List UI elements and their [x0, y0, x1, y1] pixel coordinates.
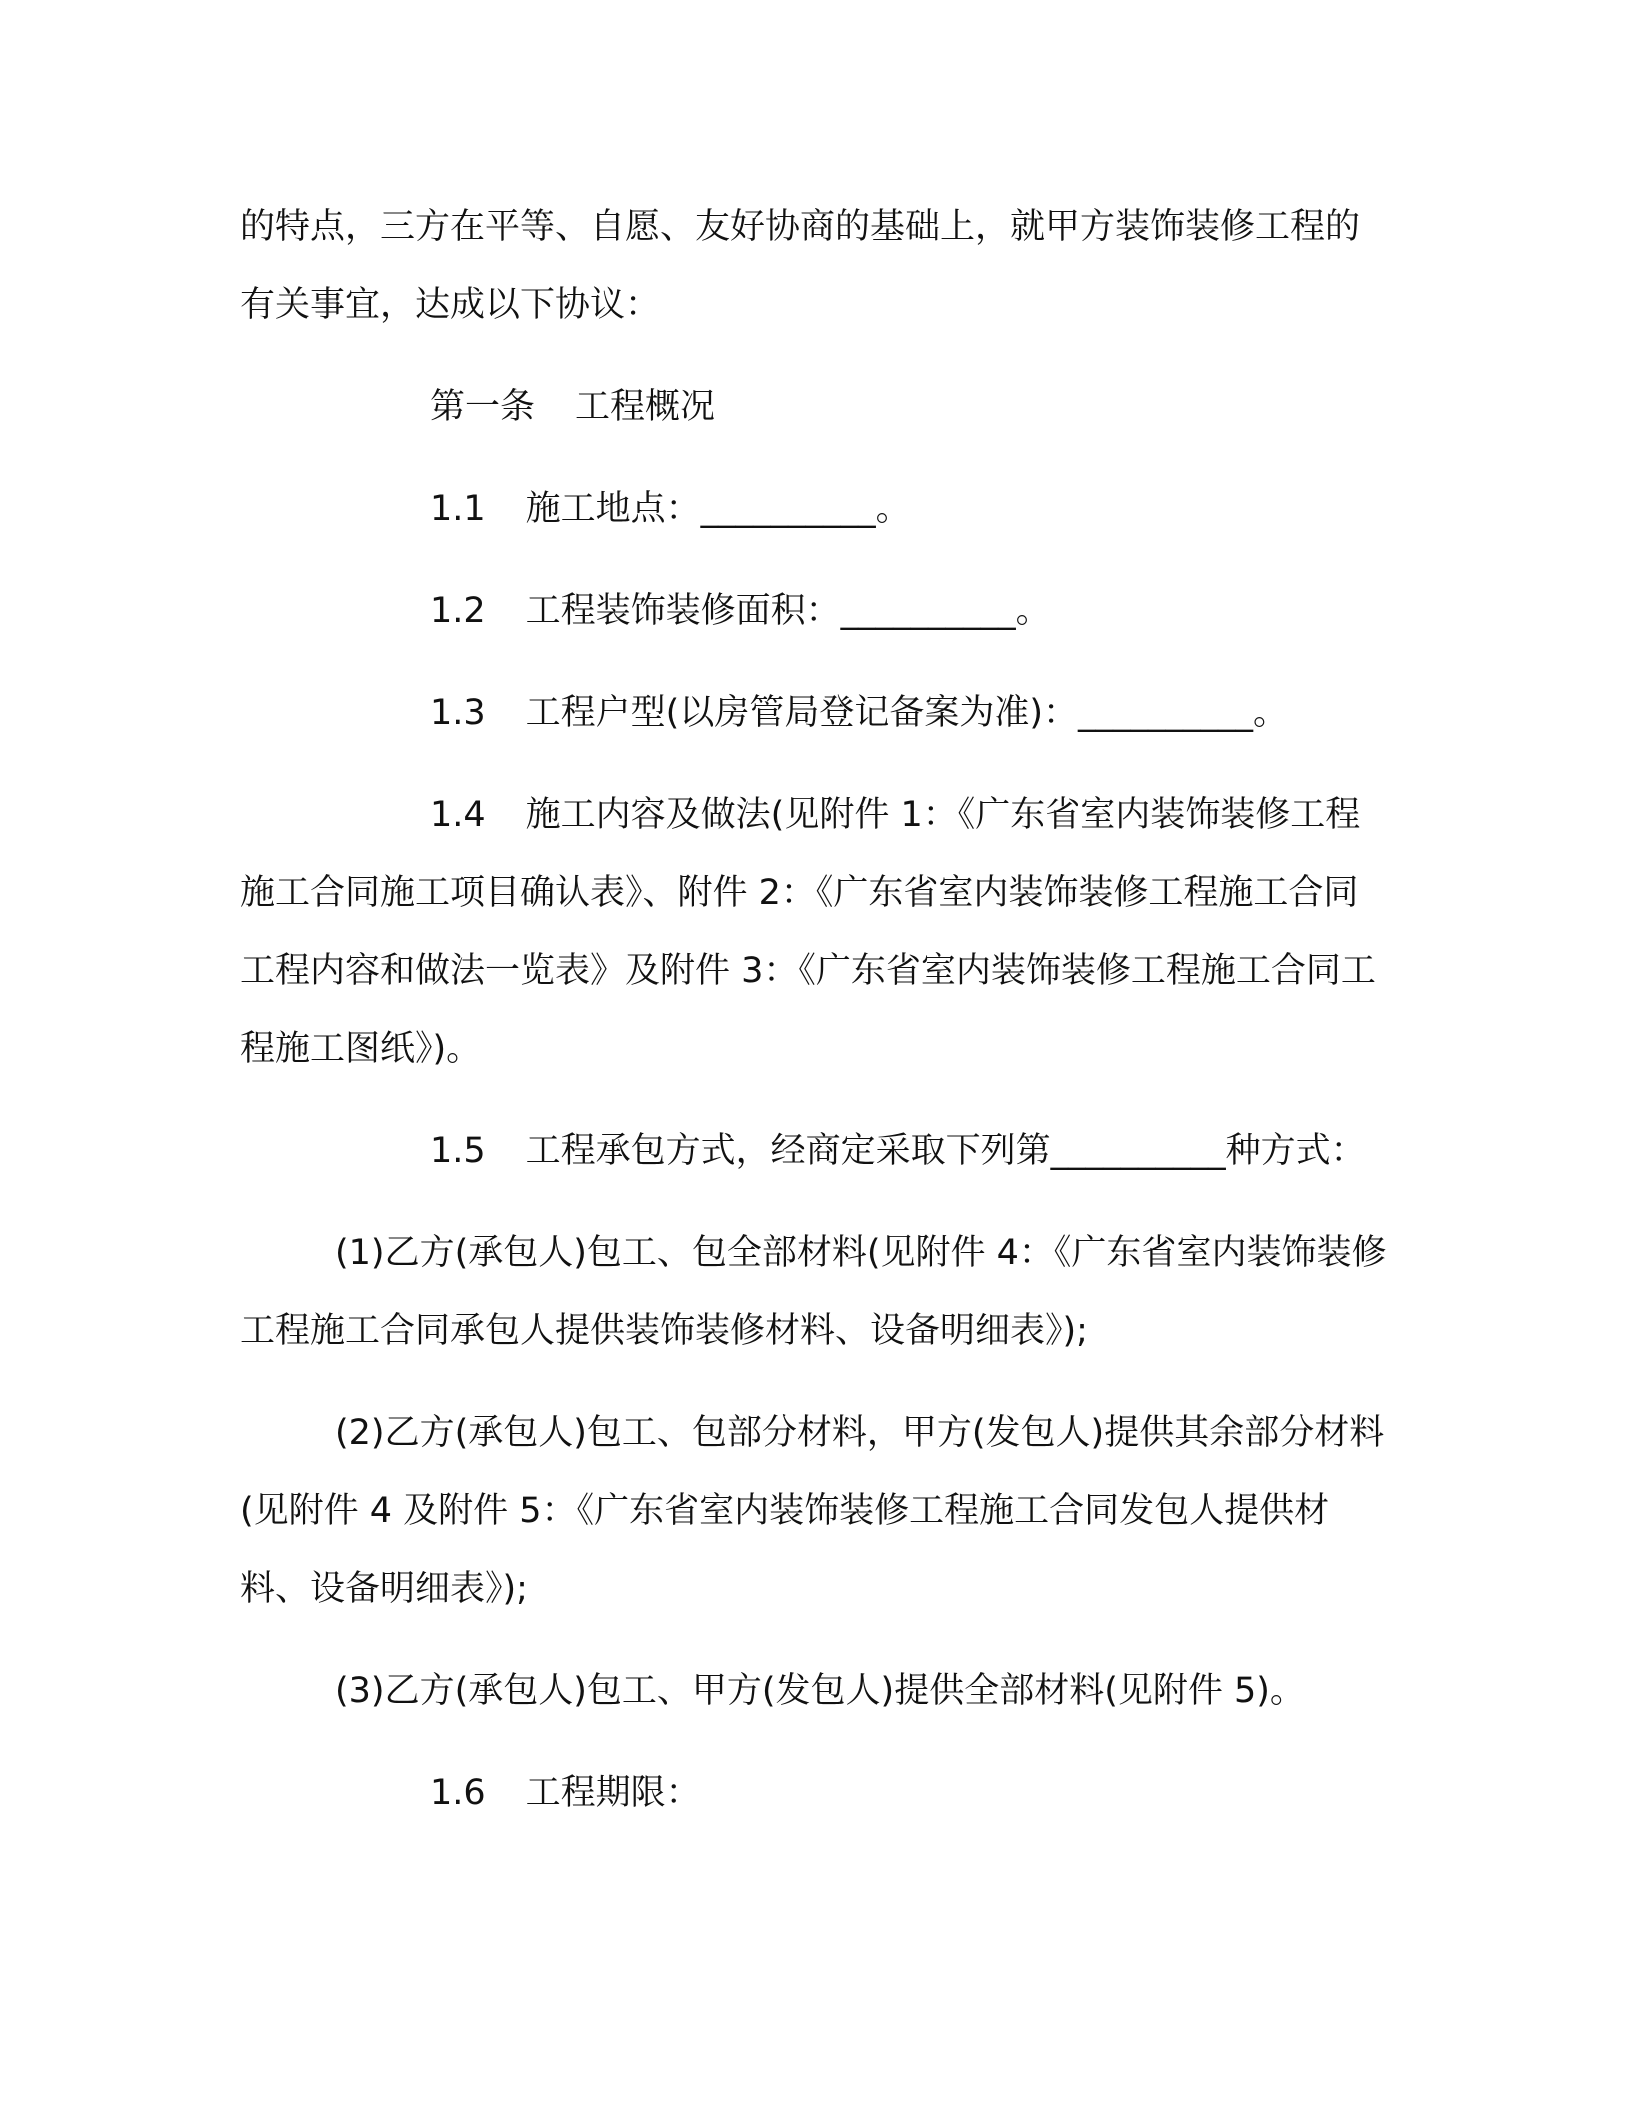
clause-1-3 [240, 674, 1388, 752]
paragraph-intro: 的特点，三方在平等、自愿、友好协商的基础上，就甲方装饰装修工程的有关事宜，达成以下协议： [240, 207, 1361, 325]
option-1: (1)乙方(承包人)包工、包全部材料(见附件 4：《广东省室内装饰装修工程施工合同承包人提供装饰装修材料、设备明细表》); [240, 1233, 1387, 1351]
clause-number: 1.5 [430, 1131, 486, 1171]
clause-1-1 [240, 470, 1388, 548]
clause-text: 施工内容及做法(见附件 1：《广东省室内装饰装修工程施工合同施工项目确认表》、附件 2：《广东省室内装饰装修工程施工合同工程内容和做法一览表》及附件 3：《广东省室内装饰装修工程施工合同工程施工图纸》)。 [240, 795, 1376, 1069]
clause-number: 1.1 [430, 489, 486, 529]
clause-text: 施工地点：__________。 [525, 489, 911, 529]
clause-text: 工程承包方式，经商定采取下列第__________种方式： [525, 1131, 1366, 1171]
clause-1-5 [240, 1112, 1388, 1190]
clause-number: 1.3 [430, 693, 486, 733]
clause-text: 工程期限： [525, 1773, 701, 1813]
document-body [240, 188, 1388, 1856]
option-2: (2)乙方(承包人)包工、包部分材料，甲方(发包人)提供其余部分材料(见附件 4 及附件 5：《广东省室内装饰装修工程施工合同发包人提供材料、设备明细表》); [240, 1413, 1385, 1609]
clause-1-6 [240, 1754, 1388, 1832]
article-one-heading [240, 368, 1388, 446]
clause-1-2 [240, 572, 1388, 650]
clause-number: 1.2 [430, 591, 486, 631]
option-3: (3)乙方(承包人)包工、甲方(发包人)提供全部材料(见附件 5)。 [335, 1671, 1305, 1711]
article-label: 第一条 [430, 387, 536, 427]
article-title: 工程概况 [575, 387, 716, 427]
clause-1-4 [240, 776, 1388, 1088]
clause-text: 工程装饰装修面积：__________。 [525, 591, 1051, 631]
clause-text: 工程户型(以房管局登记备案为准)：__________。 [525, 693, 1288, 733]
clause-number: 1.4 [430, 795, 486, 835]
clause-number: 1.6 [430, 1773, 486, 1813]
